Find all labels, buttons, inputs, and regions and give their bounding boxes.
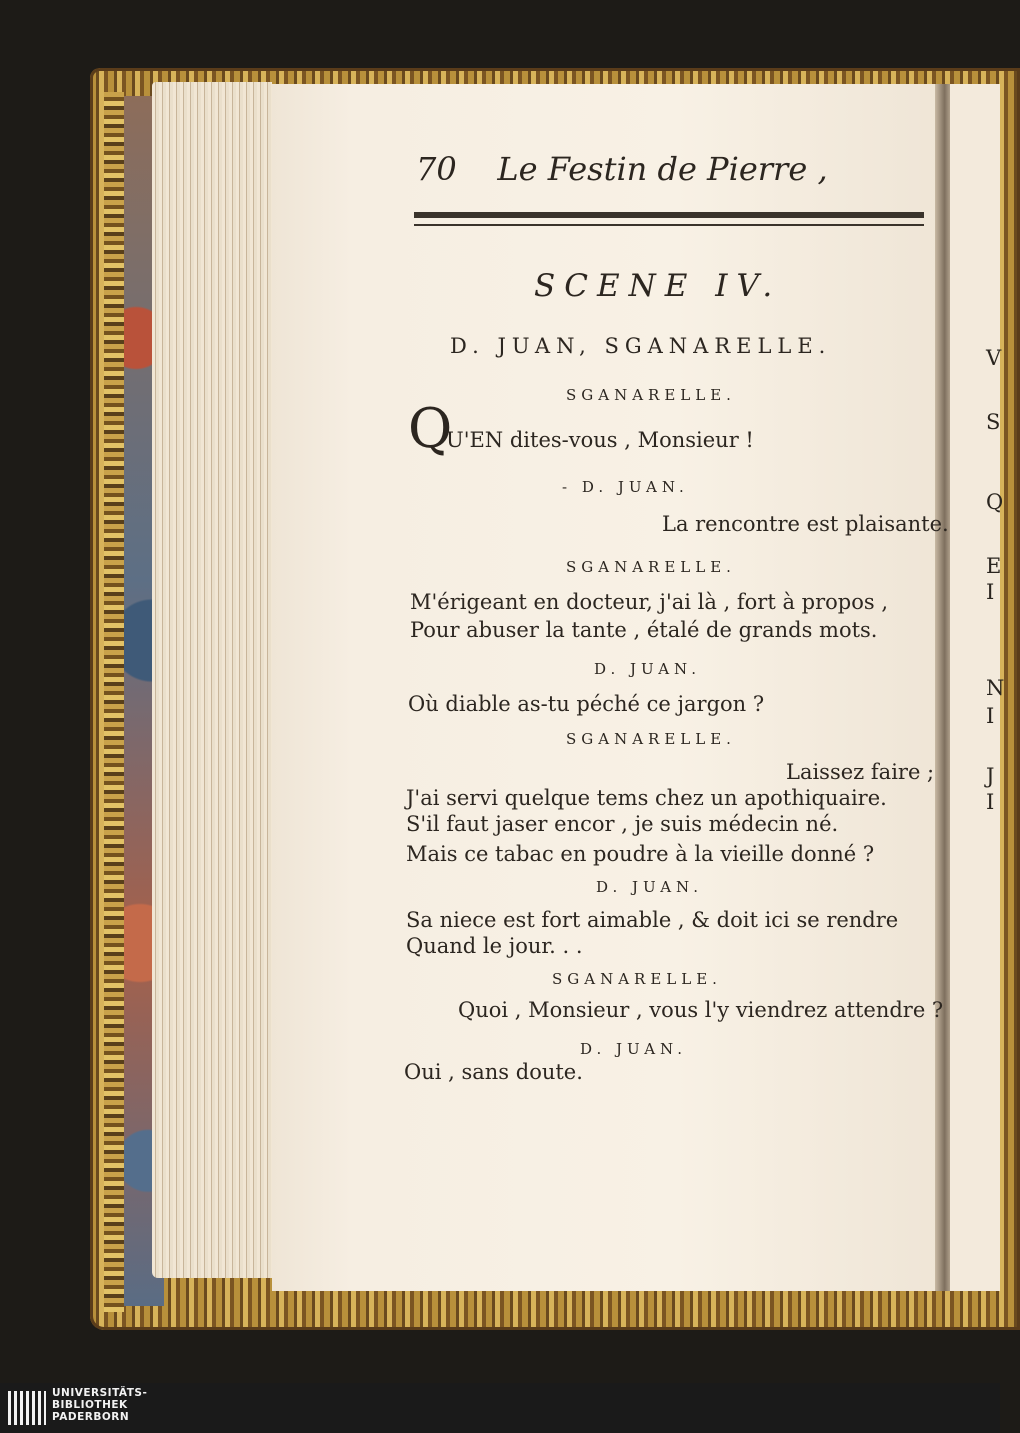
library-name-line: UNIVERSITÄTS- — [52, 1387, 148, 1399]
verse-line: Oui , sans doute. — [404, 1060, 583, 1084]
verse-line: M'érigeant en docteur, j'ai là , fort à propos , — [410, 590, 888, 614]
page-number: 70 — [416, 150, 457, 188]
verse-line: Quoi , Monsieur , vous l'y viendrez attendre ? — [458, 998, 944, 1022]
verse-line: Pour abuser la tante , étalé de grands mots. — [410, 618, 878, 642]
book-gutter — [935, 84, 951, 1291]
verse-line: Où diable as-tu péché ce jargon ? — [408, 692, 765, 716]
verse-line: U'EN dites-vous , Monsieur ! — [446, 428, 754, 452]
speaker-name: D. JUAN. — [580, 1040, 687, 1058]
speaker-name: SGANARELLE. — [566, 386, 736, 404]
header-rule — [414, 212, 924, 218]
library-logo-icon — [8, 1391, 46, 1425]
speaker-name: - D. JUAN. — [562, 478, 689, 496]
speaker-name: SGANARELLE. — [566, 558, 736, 576]
speaker-name: D. JUAN. — [594, 660, 701, 678]
speaker-name: SGANARELLE. — [552, 970, 722, 988]
page-edges — [152, 82, 272, 1278]
library-name — [52, 1387, 147, 1423]
running-title: Le Festin de Pierre , — [497, 150, 828, 188]
header-rule-thin — [414, 224, 924, 226]
speaker-name: SGANARELLE. — [566, 730, 736, 748]
facing-page-letter: Q — [986, 490, 1004, 514]
facing-page-letter: V — [986, 346, 1002, 370]
speaker-name: D. JUAN. — [596, 878, 703, 896]
drop-cap: Q — [408, 397, 453, 460]
facing-page-letter: I — [986, 580, 995, 604]
verse-line: Sa niece est fort aimable , & doit ici se rendre — [406, 908, 899, 932]
verse-line: Quand le jour. . . — [406, 934, 583, 958]
gilt-binding-edge — [104, 92, 124, 1312]
facing-page — [950, 84, 1005, 1291]
verse-line: Mais ce tabac en poudre à la vieille donné ? — [406, 842, 875, 866]
scene-heading: SCENE IV. — [534, 268, 782, 304]
book-page — [272, 84, 944, 1291]
facing-page-letter: N — [986, 676, 1005, 700]
library-name-line: BIBLIOTHEK — [52, 1399, 128, 1411]
facing-page-letter: I — [986, 704, 995, 728]
verse-line: J'ai servi quelque tems chez un apothiquaire. — [406, 786, 887, 810]
verse-line: S'il faut jaser encor , je suis médecin né. — [406, 812, 839, 836]
facing-page-letter: J — [986, 764, 995, 788]
scene-cast: D. JUAN, SGANARELLE. — [450, 334, 832, 358]
library-footer — [0, 1383, 1000, 1433]
verse-line: Laissez faire ; — [786, 760, 935, 784]
verse-line: La rencontre est plaisante. — [662, 512, 949, 536]
facing-page-letter: I — [986, 790, 995, 814]
facing-page-letter: S — [986, 410, 1001, 434]
running-head — [416, 150, 828, 188]
library-name-line: PADERBORN — [52, 1411, 130, 1423]
facing-page-letter: E — [986, 554, 1002, 578]
